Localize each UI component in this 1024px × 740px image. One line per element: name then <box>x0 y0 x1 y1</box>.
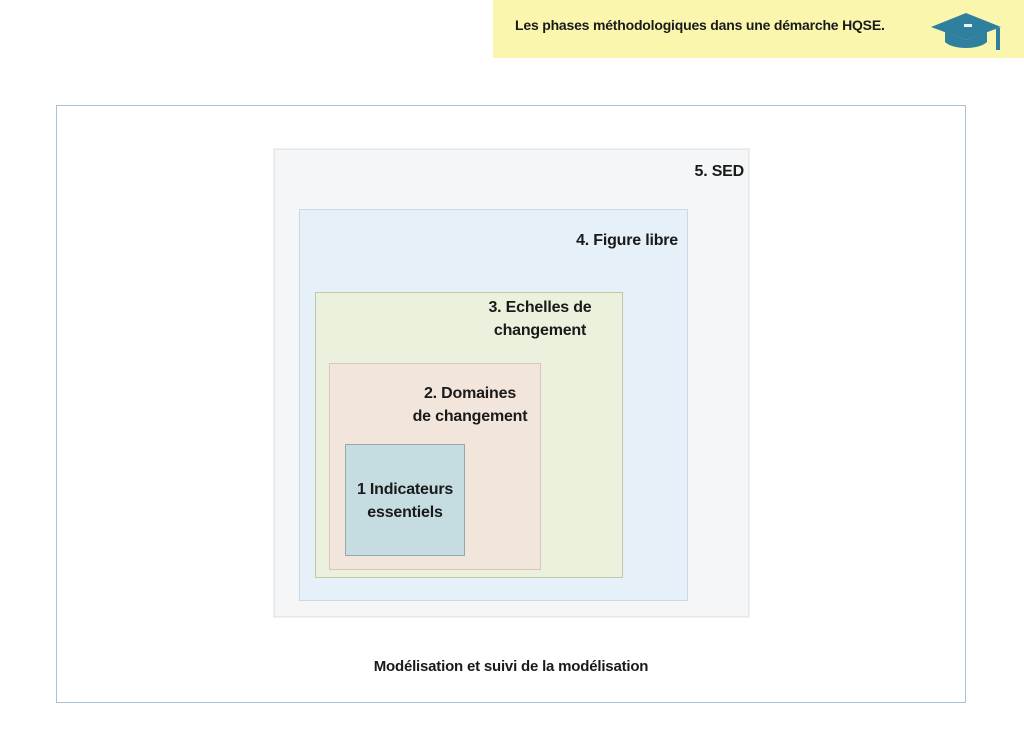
label-domaines-de-changement: 2. Domaines de changement <box>412 385 528 425</box>
graduation-cap-icon <box>929 10 1003 52</box>
header-title: Les phases méthodologiques dans une démarche HQSE. <box>515 17 885 33</box>
label-figure-libre: 4. Figure libre <box>576 232 678 249</box>
header-banner <box>493 0 1024 58</box>
diagram-caption: Modélisation et suivi de la modélisation <box>373 658 649 675</box>
label-indicateurs-essentiels: 1 Indicateurs essentiels <box>356 481 454 521</box>
label-echelles-de-changement: 3. Echelles de changement <box>488 299 592 339</box>
label-sed: 5. SED <box>694 163 744 180</box>
